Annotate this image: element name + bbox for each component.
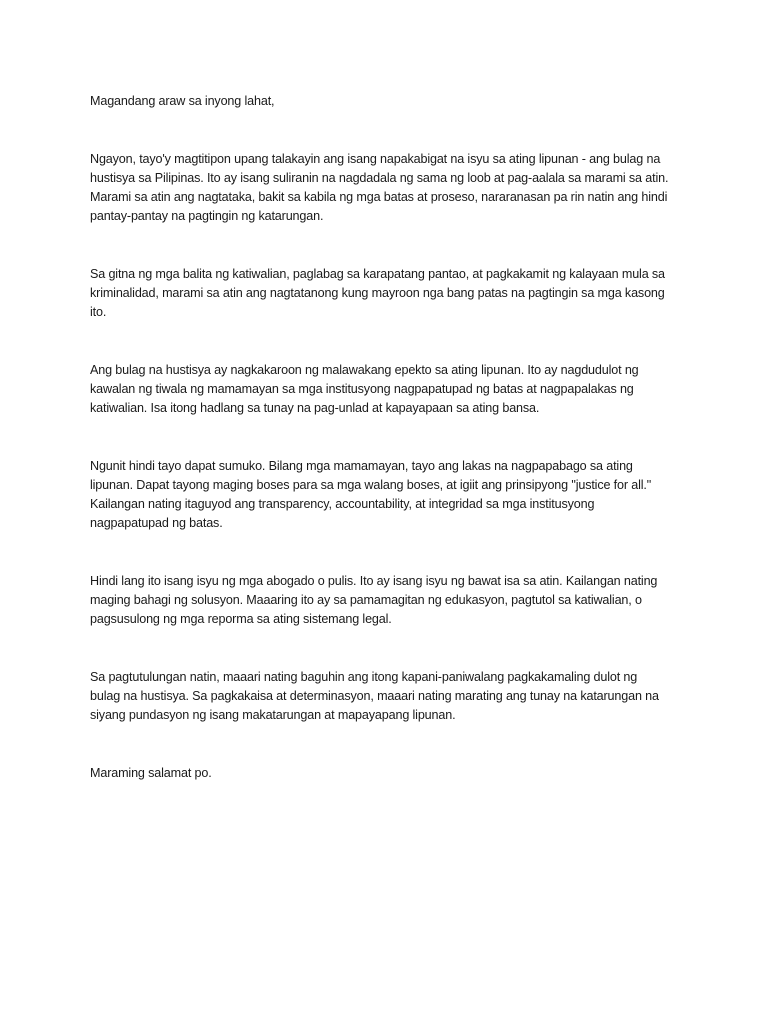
paragraph-4-line-1: Ngunit hindi tayo dapat sumuko. Bilang mga mamamayan, tayo ang lakas na nagpapabago sa ating: [90, 459, 633, 473]
paragraph-3-line-1: Ang bulag na hustisya ay nagkakaroon ng malawakang epekto sa ating lipunan. Ito ay nagdudulot ng: [90, 363, 639, 377]
paragraph-5-line-1: Hindi lang ito isang isyu ng mga abogado o pulis. Ito ay isang isyu ng bawat isa sa atin. Kailangan nating: [90, 574, 658, 588]
paragraph-6-line-1: Sa pagtutulungan natin, maaari nating baguhin ang itong kapani-paniwalang pagkakamaling dulot ng: [90, 670, 638, 684]
paragraph-1-line-2: hustisya sa Pilipinas. Ito ay isang suliranin na nagdadala ng sama ng loob at pag-aalala sa marami sa atin.: [90, 171, 669, 185]
paragraph-4-line-4: nagpapatupad ng batas.: [90, 516, 223, 530]
paragraph-3-line-3: katiwalian. Isa itong hadlang sa tunay na pag-unlad at kapayapaan sa ating bansa.: [90, 401, 540, 415]
greeting-line: Magandang araw sa inyong lahat,: [90, 94, 275, 108]
paragraph-4-line-2: lipunan. Dapat tayong maging boses para sa mga walang boses, at igiit ang prinsipyong "justice for all.": [90, 478, 652, 492]
paragraph-1-line-4: pantay-pantay na pagtingin ng katarungan.: [90, 209, 324, 223]
closing-line: Maraming salamat po.: [90, 766, 212, 780]
paragraph-5-line-2: maging bahagi ng solusyon. Maaaring ito ay sa pamamagitan ng edukasyon, pagtutol sa katiwalian, o: [90, 593, 642, 607]
paragraph-2-line-1: Sa gitna ng mga balita ng katiwalian, paglabag sa karapatang pantao, at pagkakamit ng kalayaan mula sa: [90, 267, 665, 281]
paragraph-6-line-3: siyang pundasyon ng isang makatarungan at mapayapang lipunan.: [90, 708, 456, 722]
paragraph-4-line-3: Kailangan nating itaguyod ang transparency, accountability, at integridad sa mga institusyong: [90, 497, 595, 511]
paragraph-1-line-1: Ngayon, tayo'y magtitipon upang talakayin ang isang napakabigat na isyu sa ating lipunan - ang bulag na: [90, 152, 661, 166]
paragraph-6-line-2: bulag na hustisya. Sa pagkakaisa at determinasyon, maaari nating marating ang tunay na katarungan na: [90, 689, 659, 703]
paragraph-3-line-2: kawalan ng tiwala ng mamamayan sa mga institusyong nagpapatupad ng batas at nagpapalakas ng: [90, 382, 634, 396]
paragraph-1-line-3: Marami sa atin ang nagtataka, bakit sa kabila ng mga batas at proseso, nararanasan pa rin natin ang hindi: [90, 190, 668, 204]
paragraph-2-line-2: kriminalidad, marami sa atin ang nagtatanong kung mayroon nga bang patas na pagtingin sa mga kasong: [90, 286, 665, 300]
paragraph-2-line-3: ito.: [90, 305, 107, 319]
paragraph-5-line-3: pagsusulong ng mga reporma sa ating sistemang legal.: [90, 612, 392, 626]
